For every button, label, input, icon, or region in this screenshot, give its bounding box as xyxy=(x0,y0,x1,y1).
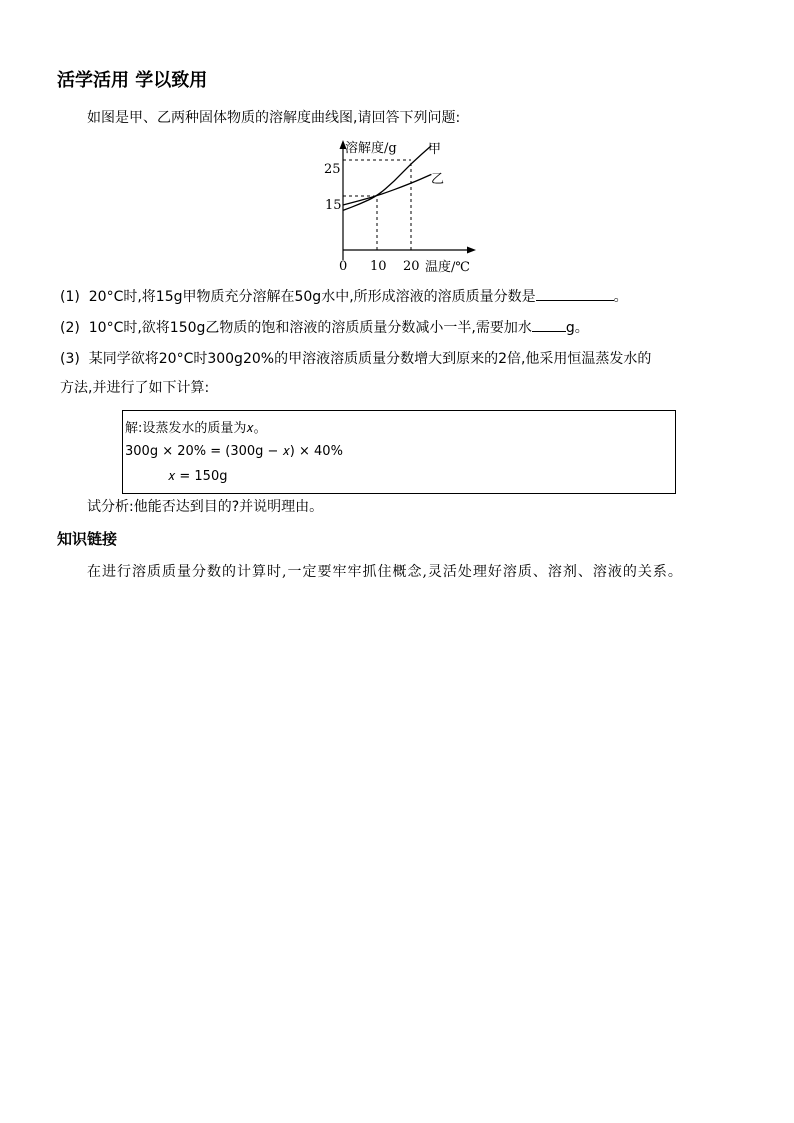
question-1 xyxy=(60,286,628,306)
solubility-chart xyxy=(318,136,480,278)
solution-box xyxy=(122,410,676,494)
section-title: 活学活用 学以致用 xyxy=(57,70,208,91)
solution-line-3: 𝑥 = 150g xyxy=(168,469,228,484)
x-axis-arrow xyxy=(467,247,476,254)
question-2 xyxy=(60,317,589,337)
question-3-text: 某同学欲将20°C时300g20%的甲溶液溶质质量分数增大到原来的2倍,他采用恒温蒸发水的 xyxy=(88,351,652,367)
solution-line-2: 300g × 20% = (300g − 𝑥) × 40% xyxy=(125,444,343,459)
x-tick-20: 20 xyxy=(403,259,420,274)
question-1-end: 。 xyxy=(613,289,628,305)
y-tick-25: 25 xyxy=(324,162,341,177)
question-3-number: (3) xyxy=(60,351,80,367)
series-label-yi: 乙 xyxy=(431,172,445,187)
question-3 xyxy=(60,348,651,368)
x-axis-label: 温度/℃ xyxy=(425,260,470,275)
question-3-continued: 方法,并进行了如下计算: xyxy=(60,380,210,396)
question-2-end: g。 xyxy=(565,320,589,336)
y-axis-label: 溶解度/g xyxy=(345,141,397,156)
origin-label: 0 xyxy=(339,259,348,274)
question-2-text: 10°C时,欲将150g乙物质的饱和溶液的溶质质量分数减小一半,需要加水 xyxy=(88,320,532,336)
knowledge-link-text: 在进行溶质质量分数的计算时,一定要牢牢抓住概念,灵活处理好溶质、溶剂、溶液的关系。 xyxy=(87,564,683,580)
solution-line-1: 解:设蒸发水的质量为𝑥。 xyxy=(125,421,267,436)
answer-blank-1[interactable] xyxy=(536,286,614,301)
x-tick-10: 10 xyxy=(370,259,387,274)
analysis-prompt: 试分析:他能否达到目的?并说明理由。 xyxy=(87,499,324,515)
y-tick-15: 15 xyxy=(325,198,342,213)
answer-blank-2[interactable] xyxy=(532,317,566,332)
question-1-number: (1) xyxy=(60,289,80,305)
intro-text: 如图是甲、乙两种固体物质的溶解度曲线图,请回答下列问题: xyxy=(87,110,461,126)
series-label-jia: 甲 xyxy=(428,142,442,157)
curve-yi xyxy=(343,174,431,205)
question-1-text: 20°C时,将15g甲物质充分溶解在50g水中,所形成溶液的溶质质量分数是 xyxy=(88,289,536,305)
knowledge-link-heading: 知识链接 xyxy=(57,530,118,548)
question-2-number: (2) xyxy=(60,320,80,336)
